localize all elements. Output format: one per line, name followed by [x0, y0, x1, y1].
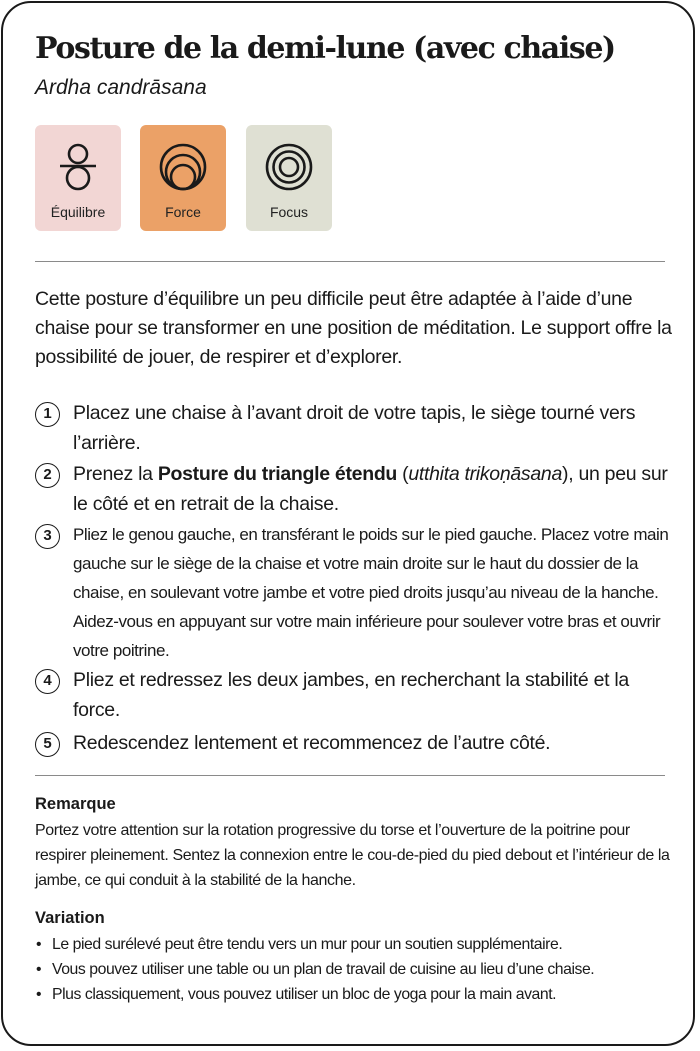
variation-heading: Variation: [35, 909, 105, 927]
step-number: 5: [35, 732, 60, 757]
step-number: 2: [35, 463, 60, 488]
step-text: Redescendez lentement et recommencez de l’autre côté.: [73, 732, 551, 754]
sanskrit-name: Ardha candrāsana: [35, 76, 207, 99]
step-text: Placez une chaise à l’avant droit de votre tapis, le siège tourné vers l’arrière.: [73, 402, 636, 454]
remark-text: Portez votre attention sur la rotation progressive du torse et l’ouverture de la poitrine pour respirer pleinement. Sentez la connexion entre le cou-de-pied du pied debout et l’intérieur de la jambe, ce qui conduit à la stabilité de la hanche.: [35, 822, 670, 889]
list-item: • Le pied surélevé peut être tendu vers un mur pour un soutien supplémentaire.: [35, 932, 675, 957]
step-text: Pliez et redressez les deux jambes, en recherchant la stabilité et la force.: [73, 669, 629, 721]
step-number: 1: [35, 402, 60, 427]
divider: [35, 775, 665, 776]
list-item: • Plus classiquement, vous pouvez utiliser un bloc de yoga pour la main avant.: [35, 982, 675, 1007]
sanskrit-reference: utthita trikoṇāsana: [408, 463, 563, 485]
balance-icon: [54, 141, 102, 193]
step-number: 3: [35, 524, 60, 549]
pose-reference: Posture du triangle étendu: [157, 463, 398, 485]
variation-list: [35, 932, 675, 1007]
step-text: Prenez la Posture du triangle étendu (utthita trikoṇāsana), un peu sur le côté et en retrait de la chaise.: [73, 463, 668, 515]
remark-heading: Remarque: [35, 795, 116, 813]
step-number: 4: [35, 669, 60, 694]
focus-icon: [265, 141, 313, 193]
badge-focus: [246, 125, 332, 231]
badge-label: Focus: [269, 204, 309, 220]
badge-strength: [140, 125, 226, 231]
badge-balance: [35, 125, 121, 231]
intro-paragraph: Cette posture d’équilibre un peu difficile peut être adaptée à l’aide d’une chaise pour se transformer en une position de méditation. Le support offre la possibilité de jouer, de respirer et d’explorer.: [35, 288, 672, 368]
strength-icon: [159, 141, 207, 193]
badge-label: Équilibre: [50, 204, 106, 220]
page-title: Posture de la demi-lune (avec chaise): [35, 31, 615, 66]
badge-label: Force: [165, 204, 201, 220]
divider: [35, 261, 665, 262]
step-text: Pliez le genou gauche, en transférant le poids sur le pied gauche. Placez votre main gauche sur le siège de la chaise et votre main droite sur le haut du dossier de la chaise, en soulevant votre jambe et votre pied droits jusqu’au niveau de la hanche. Aidez-vous en appuyant sur votre main inférieure pour soulever votre bras et ouvrir votre poitrine.: [73, 525, 669, 660]
list-item: • Vous pouvez utiliser une table ou un plan de travail de cuisine au lieu d’une chaise.: [35, 957, 675, 982]
